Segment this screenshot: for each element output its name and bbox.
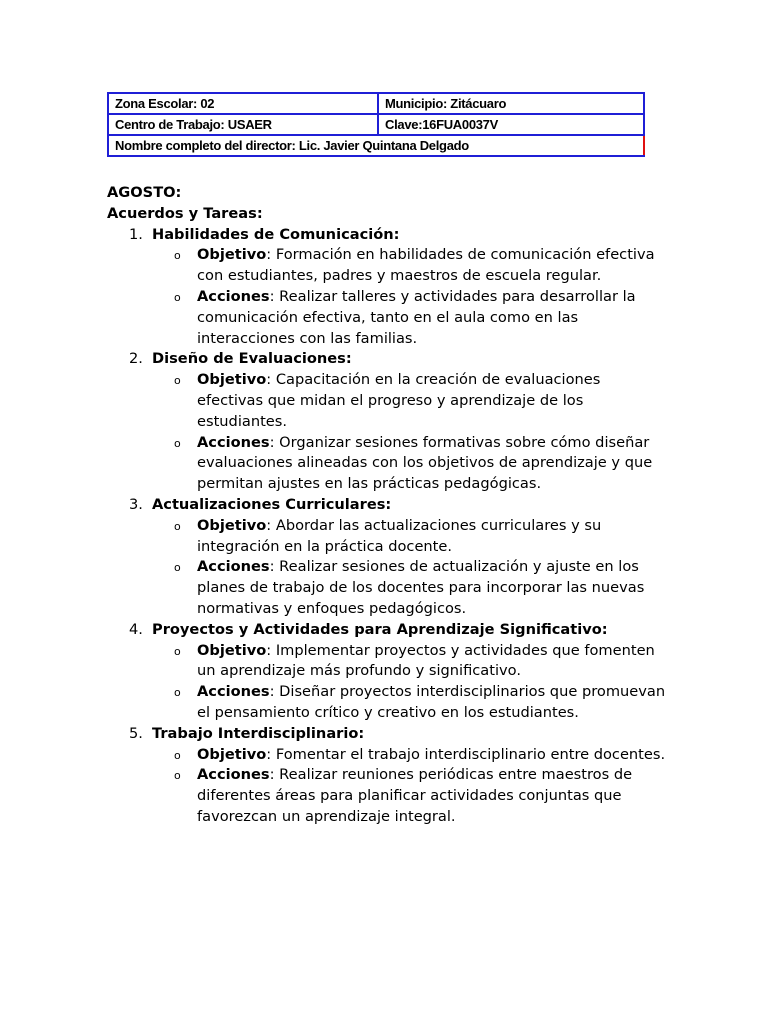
objective-label: Objetivo xyxy=(197,246,267,264)
objective-label: Objetivo xyxy=(197,371,267,389)
info-row-1 xyxy=(108,93,644,114)
actions-label: Acciones xyxy=(197,558,270,576)
topic-details xyxy=(152,370,667,495)
document-body xyxy=(107,183,667,828)
topics-list xyxy=(107,225,667,828)
objective-text: : Fomentar el trabajo interdisciplinario entre docentes. xyxy=(266,745,666,763)
bullet-icon: o xyxy=(174,748,181,762)
bullet-icon: o xyxy=(174,519,181,533)
objective-text: : Abordar las actualizaciones curriculares y su integración en la práctica docente. xyxy=(197,516,602,555)
objective-text: : Formación en habilidades de comunicación efectiva con estudiantes, padres y maestros de escuela regular. xyxy=(197,246,655,285)
bullet-icon: o xyxy=(174,436,181,450)
objective-label: Objetivo xyxy=(197,745,267,763)
objective-item xyxy=(152,370,667,432)
objective-label: Objetivo xyxy=(197,641,267,659)
topic-number: 1. xyxy=(129,225,143,243)
info-row-2 xyxy=(108,114,644,135)
actions-text: : Realizar sesiones de actualización y ajuste en los planes de trabajo de los docentes para incorporar las nuevas normativas y enfoques pedagógicos. xyxy=(197,558,645,617)
topic-number: 3. xyxy=(129,495,143,513)
bullet-icon: o xyxy=(174,249,181,263)
bullet-icon: o xyxy=(174,769,181,783)
bullet-icon: o xyxy=(174,374,181,388)
centro-trabajo-cell: Centro de Trabajo: USAER xyxy=(108,114,378,135)
actions-item xyxy=(152,557,667,619)
objective-item xyxy=(152,516,667,558)
objective-item xyxy=(152,641,667,683)
actions-text: : Organizar sesiones formativas sobre cómo diseñar evaluaciones alineadas con los objetivos de aprendizaje y que permitan ajustes en las prácticas pedagógicas. xyxy=(197,433,653,493)
topic-item xyxy=(107,495,667,620)
actions-text: : Realizar talleres y actividades para desarrollar la comunicación efectiva, tanto en el aula como en las interacciones con las familias. xyxy=(197,287,636,347)
section-heading: Acuerdos y Tareas: xyxy=(107,204,263,222)
director-cell: Nombre completo del director: Lic. Javier Quintana Delgado xyxy=(108,135,644,156)
topic-number: 2. xyxy=(129,350,143,368)
municipio-cell: Municipio: Zitácuaro xyxy=(378,93,644,114)
topic-title: Trabajo Interdisciplinario: xyxy=(152,724,365,742)
bullet-icon: o xyxy=(174,644,181,658)
school-info-table xyxy=(107,92,645,157)
actions-label: Acciones xyxy=(197,683,270,701)
actions-text: : Realizar reuniones periódicas entre maestros de diferentes áreas para planificar actividades conjuntas que favorezcan un aprendizaje integral. xyxy=(197,766,633,825)
zona-escolar-cell: Zona Escolar: 02 xyxy=(108,93,378,114)
topic-title: Habilidades de Comunicación: xyxy=(152,225,400,243)
actions-label: Acciones xyxy=(197,287,270,305)
topic-title: Proyectos y Actividades para Aprendizaje Significativo: xyxy=(152,620,608,638)
objective-label: Objetivo xyxy=(197,516,267,534)
topic-item xyxy=(107,620,667,724)
topic-number: 5. xyxy=(129,724,143,742)
clave-cell: Clave:16FUA0037V xyxy=(378,114,644,135)
actions-item xyxy=(152,287,667,349)
topic-details xyxy=(152,516,667,620)
topic-item xyxy=(107,225,667,350)
topic-title: Actualizaciones Curriculares: xyxy=(152,495,392,513)
topic-item xyxy=(107,349,667,495)
actions-label: Acciones xyxy=(197,766,270,784)
objective-text: : Capacitación en la creación de evaluaciones efectivas que midan el progreso y aprendizaje de los estudiantes. xyxy=(197,371,601,430)
bullet-icon: o xyxy=(174,290,181,304)
topic-details xyxy=(152,745,667,828)
bullet-icon: o xyxy=(174,561,181,575)
actions-item xyxy=(152,433,667,495)
topic-details xyxy=(152,245,667,349)
month-heading: AGOSTO: xyxy=(107,184,182,201)
actions-item xyxy=(152,682,667,724)
objective-item xyxy=(152,745,667,766)
actions-label: Acciones xyxy=(197,433,270,451)
actions-item xyxy=(152,765,667,827)
topic-number: 4. xyxy=(129,620,143,638)
topic-title: Diseño de Evaluaciones: xyxy=(152,350,352,368)
topic-item xyxy=(107,724,667,828)
actions-text: : Diseñar proyectos interdisciplinarios que promuevan el pensamiento crítico y creativo en los estudiantes. xyxy=(197,683,666,721)
bullet-icon: o xyxy=(174,686,181,700)
objective-text: : Implementar proyectos y actividades que fomenten un aprendizaje más profundo y significativo. xyxy=(197,641,655,680)
objective-item xyxy=(152,245,667,287)
topic-details xyxy=(152,641,667,724)
info-row-3 xyxy=(108,135,644,156)
